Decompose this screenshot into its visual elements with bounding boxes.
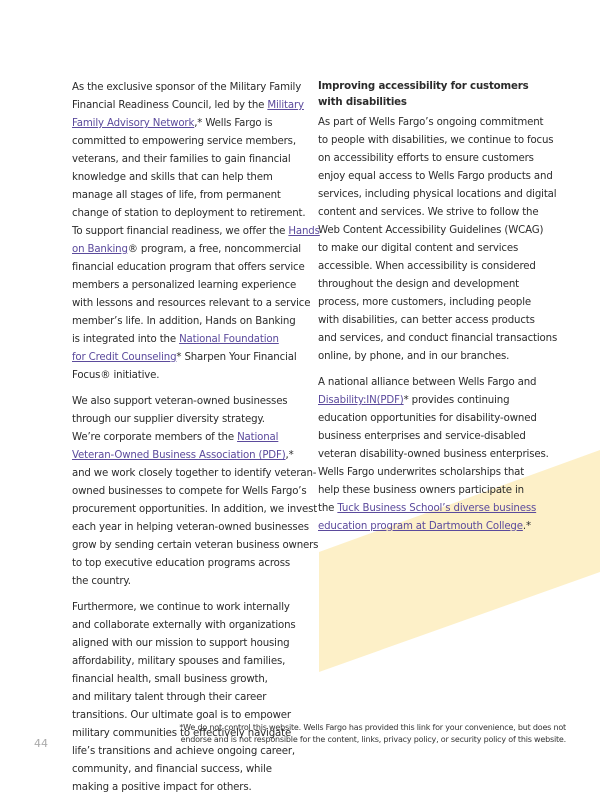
text-segment: enjoy equal access to Wells Fargo products and <box>318 171 553 182</box>
text-segment: veterans, and their families to gain financial <box>72 154 291 165</box>
text-line <box>72 617 312 635</box>
text-segment: content and services. We strive to follow the <box>318 207 539 218</box>
inline-link[interactable]: Tuck Business School’s diverse business <box>337 503 537 514</box>
text-line <box>72 465 317 483</box>
text-segment: ,* Wells Fargo is <box>194 118 273 129</box>
paragraph <box>318 114 558 366</box>
text-line <box>72 483 312 501</box>
text-segment: education opportunities for disability-owned <box>318 413 537 424</box>
text-line <box>72 259 312 277</box>
text-segment: and we work closely together to identify veteran- <box>72 468 317 479</box>
text-segment: Focus® initiative. <box>72 370 160 381</box>
text-segment: veteran disability-owned business enterprises. <box>318 449 549 460</box>
text-segment: As the exclusive sponsor of the Military Family <box>72 82 302 93</box>
text-segment: member’s life. In addition, Hands on Banking <box>72 316 296 327</box>
text-segment: accessible. When accessibility is considered <box>318 261 536 272</box>
text-line <box>72 555 312 573</box>
text-segment: the <box>318 503 338 514</box>
text-line <box>318 392 558 410</box>
text-line <box>72 187 312 205</box>
text-line <box>72 115 312 133</box>
text-line <box>72 223 320 241</box>
text-segment: * provides continuing <box>403 395 510 406</box>
text-line <box>72 689 312 707</box>
text-segment: each year in helping veteran-owned businesses <box>72 522 309 533</box>
text-segment: .* <box>522 521 531 532</box>
text-line <box>318 294 558 312</box>
text-segment: to top executive education programs across <box>72 558 291 569</box>
text-segment: throughout the design and development <box>318 279 520 290</box>
inline-link[interactable]: Military <box>267 100 304 111</box>
text-line <box>318 276 558 294</box>
text-segment: Wells Fargo underwrites scholarships that <box>318 467 525 478</box>
text-line <box>318 518 558 536</box>
text-line <box>72 277 312 295</box>
text-segment: is integrated into the <box>72 334 180 345</box>
text-line <box>72 295 312 313</box>
text-line <box>72 169 312 187</box>
heading-line: Improving accessibility for customers <box>318 81 529 92</box>
text-line <box>72 537 319 555</box>
text-segment: Financial Readiness Council, led by the <box>72 100 268 111</box>
text-line <box>318 132 558 150</box>
text-line <box>318 258 558 276</box>
text-line <box>318 410 558 428</box>
text-line <box>318 428 558 446</box>
text-segment: through our supplier diversity strategy. <box>72 414 265 425</box>
text-segment: aligned with our mission to support housing <box>72 638 290 649</box>
text-line <box>72 653 312 671</box>
inline-link[interactable]: on Banking <box>72 244 128 255</box>
text-line <box>318 500 558 518</box>
text-segment: * Sharpen Your Financial <box>176 352 297 363</box>
footnote-line: *We do not control this website. Wells Fargo has provided this link for your convenience, but does not <box>179 723 566 732</box>
text-segment: manage all stages of life, from permanent <box>72 190 281 201</box>
text-segment: with disabilities, can better access products <box>318 315 535 326</box>
text-segment: online, by phone, and in our branches. <box>318 351 510 362</box>
text-line <box>72 447 312 465</box>
text-line <box>318 446 558 464</box>
text-segment: change of station to deployment to retirement. <box>72 208 306 219</box>
text-line <box>318 348 558 366</box>
text-line <box>318 150 558 168</box>
text-segment: military communities to effectively navigate <box>72 728 292 739</box>
inline-link[interactable]: Family Advisory Network <box>72 118 195 129</box>
text-line <box>318 186 558 204</box>
text-segment: community, and financial success, while <box>72 764 272 775</box>
right-column <box>318 79 558 544</box>
paragraph <box>72 79 320 385</box>
text-segment: Web Content Accessibility Guidelines (WCAG) <box>318 225 544 236</box>
text-segment: grow by sending certain veteran business owners <box>72 540 319 551</box>
text-line <box>72 79 312 97</box>
text-line <box>318 330 558 348</box>
text-segment: financial health, small business growth, <box>72 674 268 685</box>
text-segment: transitions. Our ultimate goal is to empower <box>72 710 291 721</box>
text-line <box>72 671 312 689</box>
section-heading <box>318 79 558 110</box>
text-segment: the country. <box>72 576 131 587</box>
text-line <box>72 133 312 151</box>
text-segment: making a positive impact for others. <box>72 782 252 793</box>
footnote <box>166 722 566 746</box>
text-line <box>318 312 558 330</box>
text-line <box>72 367 312 385</box>
text-segment: with lessons and resources relevant to a service <box>72 298 311 309</box>
text-segment: ,* <box>285 450 294 461</box>
inline-link[interactable]: National <box>237 432 279 443</box>
text-line <box>318 168 558 186</box>
text-segment: and services, and conduct financial transactions <box>318 333 558 344</box>
text-segment: A national alliance between Wells Fargo and <box>318 377 537 388</box>
text-line <box>318 482 558 500</box>
text-segment: life’s transitions and achieve ongoing career, <box>72 746 295 757</box>
text-line <box>72 519 312 537</box>
heading-line: with disabilities <box>318 96 407 108</box>
inline-link[interactable]: Hands <box>288 226 320 237</box>
text-line <box>318 204 558 222</box>
text-line <box>72 599 312 617</box>
inline-link[interactable]: Veteran-Owned Business Association (PDF) <box>72 450 286 461</box>
text-line <box>318 222 558 240</box>
text-line <box>318 374 558 392</box>
text-line <box>318 464 558 482</box>
text-segment: We also support veteran-owned businesses <box>72 396 288 407</box>
text-line <box>72 635 312 653</box>
text-line <box>72 205 312 223</box>
text-line <box>72 331 312 349</box>
text-line <box>72 779 312 797</box>
text-segment: knowledge and skills that can help them <box>72 172 273 183</box>
text-segment: services, including physical locations and digital <box>318 189 557 200</box>
inline-link[interactable]: National Foundation <box>179 334 279 345</box>
text-segment: We’re corporate members of the <box>72 432 238 443</box>
text-line <box>72 97 312 115</box>
text-segment: committed to empowering service members, <box>72 136 296 147</box>
inline-link[interactable]: Disability:IN(PDF) <box>318 395 404 406</box>
text-segment: and military talent through their career <box>72 692 267 703</box>
text-line <box>72 761 312 779</box>
text-segment: business enterprises and service-disabled <box>318 431 526 442</box>
text-line <box>72 393 312 411</box>
text-segment: and collaborate externally with organizations <box>72 620 296 631</box>
text-line <box>72 411 312 429</box>
inline-link[interactable]: education program at Dartmouth College <box>318 521 523 532</box>
text-line <box>72 501 318 519</box>
text-segment: affordability, military spouses and families, <box>72 656 286 667</box>
paragraph <box>318 374 558 536</box>
paragraph <box>72 599 312 797</box>
text-segment: to make our digital content and services <box>318 243 519 254</box>
text-line <box>72 573 312 591</box>
text-segment: members a personalized learning experience <box>72 280 297 291</box>
text-segment: Furthermore, we continue to work internally <box>72 602 290 613</box>
left-column <box>72 79 320 805</box>
text-segment: help these business owners participate in <box>318 485 524 496</box>
text-line <box>72 241 312 259</box>
text-segment: ® program, a free, noncommercial <box>127 244 301 255</box>
text-segment: financial education program that offers service <box>72 262 305 273</box>
text-segment: on accessibility efforts to ensure customers <box>318 153 534 164</box>
text-line <box>72 313 312 331</box>
inline-link[interactable]: for Credit Counseling <box>72 352 177 363</box>
text-line <box>72 429 312 447</box>
paragraph <box>72 393 319 591</box>
text-segment: procurement opportunities. In addition, we invest <box>72 504 318 515</box>
text-segment: owned businesses to compete for Wells Fargo’s <box>72 486 307 497</box>
text-line <box>72 349 312 367</box>
text-segment: As part of Wells Fargo’s ongoing commitment <box>318 117 544 128</box>
page-number: 44 <box>34 737 48 750</box>
footnote-line: endorse and is not responsible for the content, links, privacy policy, or security policy of this website. <box>180 735 566 744</box>
text-line <box>72 151 312 169</box>
text-segment: process, more customers, including people <box>318 297 532 308</box>
text-segment: To support financial readiness, we offer the <box>72 226 289 237</box>
text-segment: to people with disabilities, we continue to focus <box>318 135 554 146</box>
text-line <box>318 114 558 132</box>
text-line <box>318 240 558 258</box>
